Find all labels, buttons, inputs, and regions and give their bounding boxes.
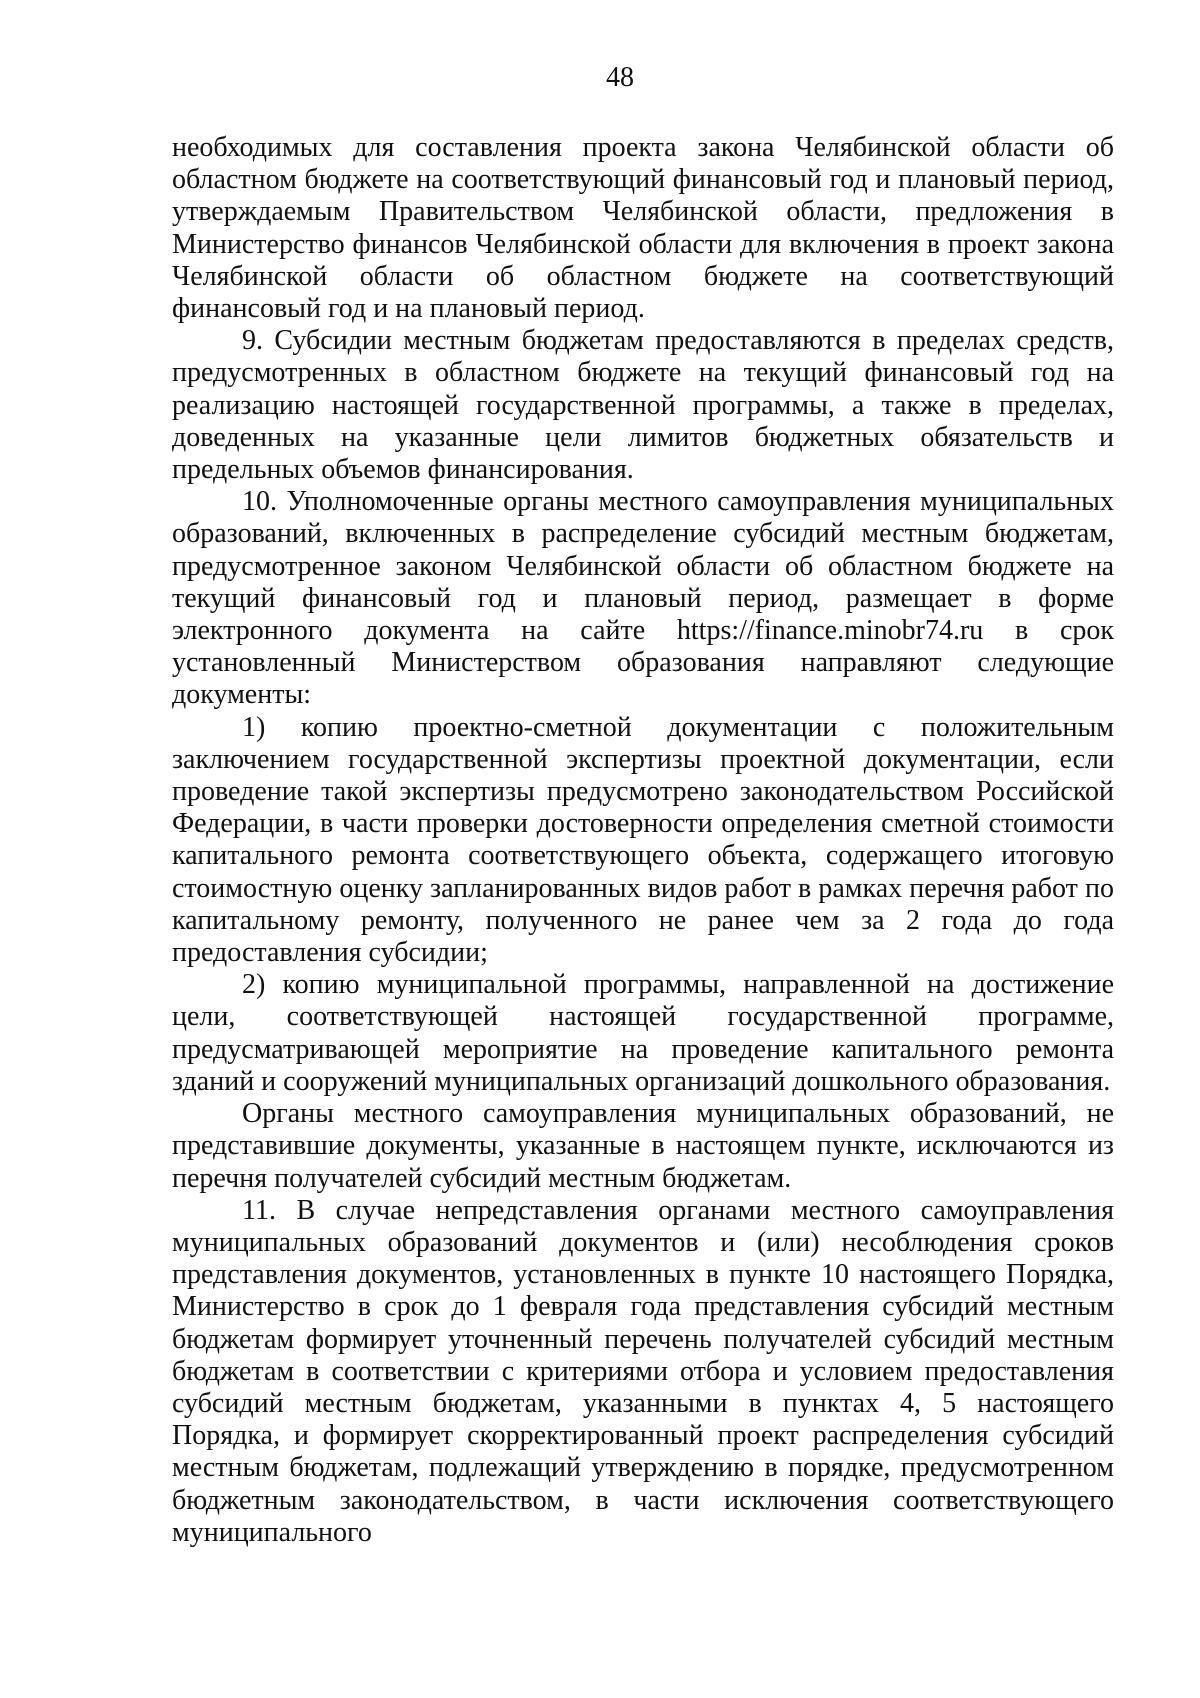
paragraph-subitem-2: 2) копию муниципальной программы, направленной на достижение цели, соответствующей настоящей государственной программе, предусматривающей мероприятие на проведение капитального ремонта зданий и сооружений муниципальных организаций дошкольного образования. <box>172 969 1114 1097</box>
paragraph-subitem-1: 1) копию проектно-сметной документации с положительным заключением государственной экспертизы проектной документации, если проведение такой экспертизы предусмотрено законодательством Российской Федерации, в части проверки достоверности определения сметной стоимости капитального ремонта соответствующего объекта, содержащего итоговую стоимостную оценку запланированных видов работ в рамках перечня работ по капитальному ремонту, полученного не ранее чем за 2 года до года предоставления субсидии; <box>172 711 1114 969</box>
paragraph-item-9: 9. Субсидии местным бюджетам предоставляются в пределах средств, предусмотренных в областном бюджете на текущий финансовый год на реализацию настоящей государственной программы, а также в пределах, доведенных на указанные цели лимитов бюджетных обязательств и предельных объемов финансирования. <box>172 325 1114 486</box>
paragraph-item-10: 10. Уполномоченные органы местного самоуправления муниципальных образований, включенных в распределение субсидий местным бюджетам, предусмотренное законом Челябинской области об областном бюджете на текущий финансовый год и плановый период, размещает в форме электронного документа на сайте https://finance.minobr74.ru в срок установленный Министерством образования направляют следующие документы: <box>172 486 1114 711</box>
paragraph-item-11: 11. В случае непредставления органами местного самоуправления муниципальных образований документов и (или) несоблюдения сроков представления документов, установленных в пункте 10 настоящего Порядка, Министерство в срок до 1 февраля года представления субсидий местным бюджетам формирует уточненный перечень получателей субсидий местным бюджетам в соответствии с критериями отбора и условием предоставления субсидий местным бюджетам, указанными в пунктах 4, 5 настоящего Порядка, и формирует скорректированный проект распределения субсидий местным бюджетам, подлежащий утверждению в порядке, предусмотренном бюджетным законодательством, в части исключения соответствующего муниципального <box>172 1194 1114 1548</box>
document-body <box>172 132 1114 1549</box>
paragraph-continuation: необходимых для составления проекта закона Челябинской области об областном бюджете на соответствующий финансовый год и плановый период, утверждаемым Правительством Челябинской области, предложения в Министерство финансов Челябинской области для включения в проект закона Челябинской области об областном бюджете на соответствующий финансовый год и на плановый период. <box>172 132 1114 325</box>
page-number: 48 <box>606 62 634 93</box>
paragraph-exclusion-note: Органы местного самоуправления муниципальных образований, не представившие документы, указанные в настоящем пункте, исключаются из перечня получателей субсидий местным бюджетам. <box>172 1098 1114 1194</box>
